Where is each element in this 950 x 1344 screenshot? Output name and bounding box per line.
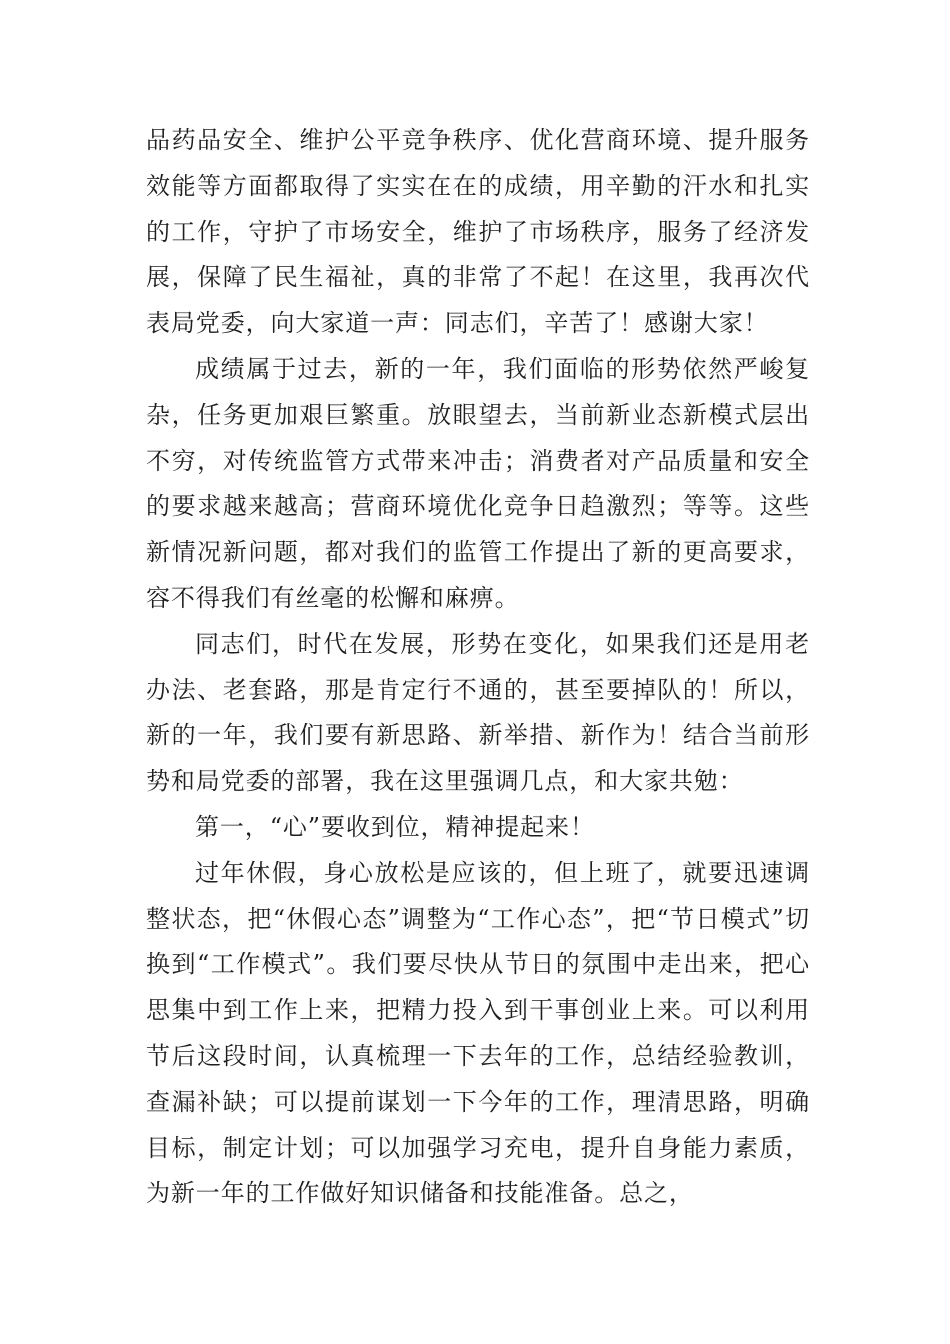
paragraph-continuation: 品药品安全、维护公平竞争秩序、优化营商环境、提升服务效能等方面都取得了实实在在的成绩，用辛勤的汗水和扎实的工作，守护了市场安全，维护了市场秩序，服务了经济发展，保障了民生福祉，真的非常了不起！在这里，我再次代表局党委，向大家道一声：同志们，辛苦了！感谢大家！ — [146, 126, 810, 338]
section-heading-first-point: 第一，“心”要收到位，精神提起来！ — [195, 812, 595, 841]
paragraph-call-to-action: 同志们，时代在发展，形势在变化，如果我们还是用老办法、老套路，那是肯定行不通的，甚至要掉队的！所以，新的一年，我们要有新思路、新举措、新作为！结合当前形势和局党委的部署，我在这里强调几点，和大家共勉： — [146, 629, 810, 796]
document-body — [146, 118, 810, 1217]
paragraph-first-point-body: 过年休假，身心放松是应该的，但上班了，就要迅速调整状态，把“休假心态”调整为“工作心态”，把“节日模式”切换到“工作模式”。我们要尽快从节日的氛围中走出来，把心思集中到工作上来，把精力投入到干事创业上来。可以利用节后这段时间，认真梳理一下去年的工作，总结经验教训，查漏补缺；可以提前谋划一下今年的工作，理清思路，明确目标，制定计划；可以加强学习充电，提升自身能力素质，为新一年的工作做好知识储备和技能准备。总之， — [146, 858, 810, 1208]
paragraph-situation: 成绩属于过去，新的一年，我们面临的形势依然严峻复杂，任务更加艰巨繁重。放眼望去，当前新业态新模式层出不穷，对传统监管方式带来冲击；消费者对产品质量和安全的要求越来越高；营商环境优化竞争日趋激烈；等等。这些新情况新问题，都对我们的监管工作提出了新的更高要求，容不得我们有丝毫的松懈和麻痹。 — [146, 354, 810, 612]
